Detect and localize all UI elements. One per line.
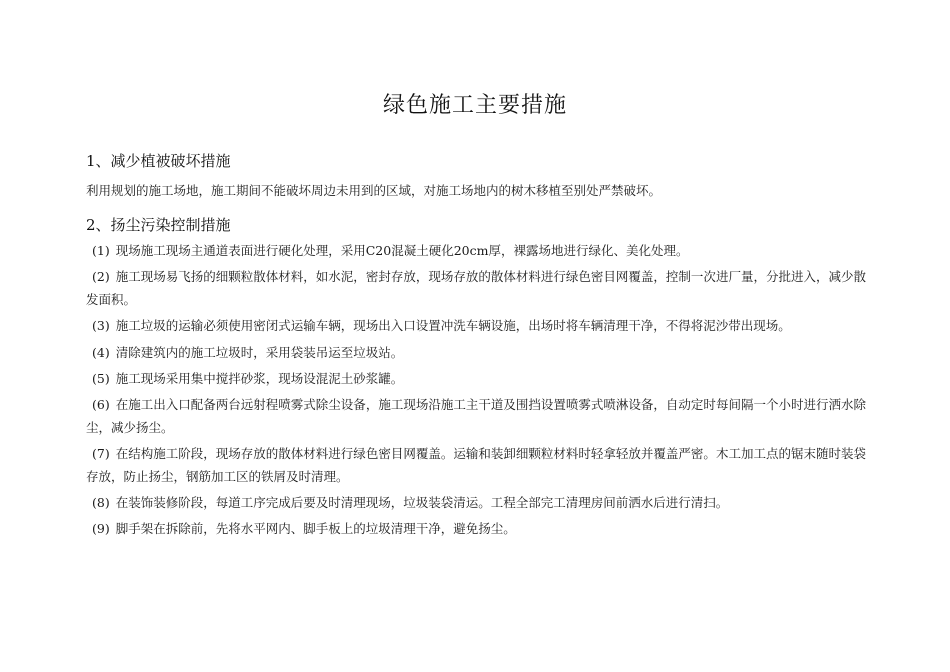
measure-item xyxy=(86,368,866,390)
section-heading-dust-control: 2、扬尘污染控制措施 xyxy=(86,216,231,234)
measure-item-text: 在结构施工阶段，现场存放的散体材料进行绿色密目网覆盖。运输和装卸细颗粒材料时轻拿轻放并覆盖严密。木工加工点的锯末随时装袋存放，防止扬尘，钢筋加工区的铁屑及时清理。 xyxy=(86,446,866,484)
measure-item-text: 施工现场采用集中搅拌砂浆，现场设混泥土砂浆罐。 xyxy=(115,371,404,387)
measure-item-number: (7) xyxy=(92,446,110,462)
measure-item-text: 在装饰装修阶段，每道工序完成后要及时清理现场，垃圾装袋清运。工程全部完工清理房间前洒水后进行清扫。 xyxy=(115,495,729,511)
measure-item-number: (9) xyxy=(92,521,110,537)
measure-item xyxy=(86,315,866,337)
measure-item-number: (4) xyxy=(92,344,110,360)
measure-item-number: (8) xyxy=(92,495,110,511)
measure-item xyxy=(86,394,866,439)
measure-item-text: 清除建筑内的施工垃圾时，采用袋装吊运至垃圾站。 xyxy=(115,344,404,360)
document-body xyxy=(86,148,866,545)
measure-item-text: 现场施工现场主通道表面进行硬化处理，采用C20混凝土硬化20cm厚，裸露场地进行绿化、美化处理。 xyxy=(115,243,689,258)
measure-item xyxy=(86,240,866,262)
measure-item-text: 在施工出入口配备两台远射程喷雾式除尘设备，施工现场沿施工主干道及围挡设置喷雾式喷淋设备，自动定时每间隔一个小时进行洒水除尘，减少扬尘。 xyxy=(86,397,866,435)
measure-item xyxy=(86,443,866,488)
measure-item-number: (1) xyxy=(92,243,110,258)
measure-item xyxy=(86,518,866,540)
measure-item xyxy=(86,342,866,364)
measure-item-number: (6) xyxy=(92,397,110,413)
measure-item-text: 脚手架在拆除前，先将水平网内、脚手板上的垃圾清理干净，避免扬尘。 xyxy=(115,521,516,537)
measure-list xyxy=(86,240,866,541)
measure-item-number: (5) xyxy=(92,371,110,387)
measure-item-number: (3) xyxy=(92,318,110,334)
section-heading-vegetation: 1、减少植被破坏措施 xyxy=(86,152,231,170)
section-paragraph-vegetation: 利用规划的施工场地，施工期间不能破坏周边未用到的区域，对施工场地内的树木移植至别处严禁破坏。 xyxy=(86,183,662,198)
measure-item xyxy=(86,492,866,514)
document-title: 绿色施工主要措施 xyxy=(382,93,567,118)
measure-item xyxy=(86,266,866,311)
measure-item-number: (2) xyxy=(92,269,110,285)
measure-item-text: 施工现场易飞扬的细颗粒散体材料，如水泥，密封存放，现场存放的散体材料进行绿色密目网覆盖，控制一次进厂量，分批进入，减少散发面积。 xyxy=(86,269,866,307)
measure-item-text: 施工垃圾的运输必须使用密闭式运输车辆，现场出入口设置冲洗车辆设施，出场时将车辆清理干净，不得将泥沙带出现场。 xyxy=(115,318,791,334)
